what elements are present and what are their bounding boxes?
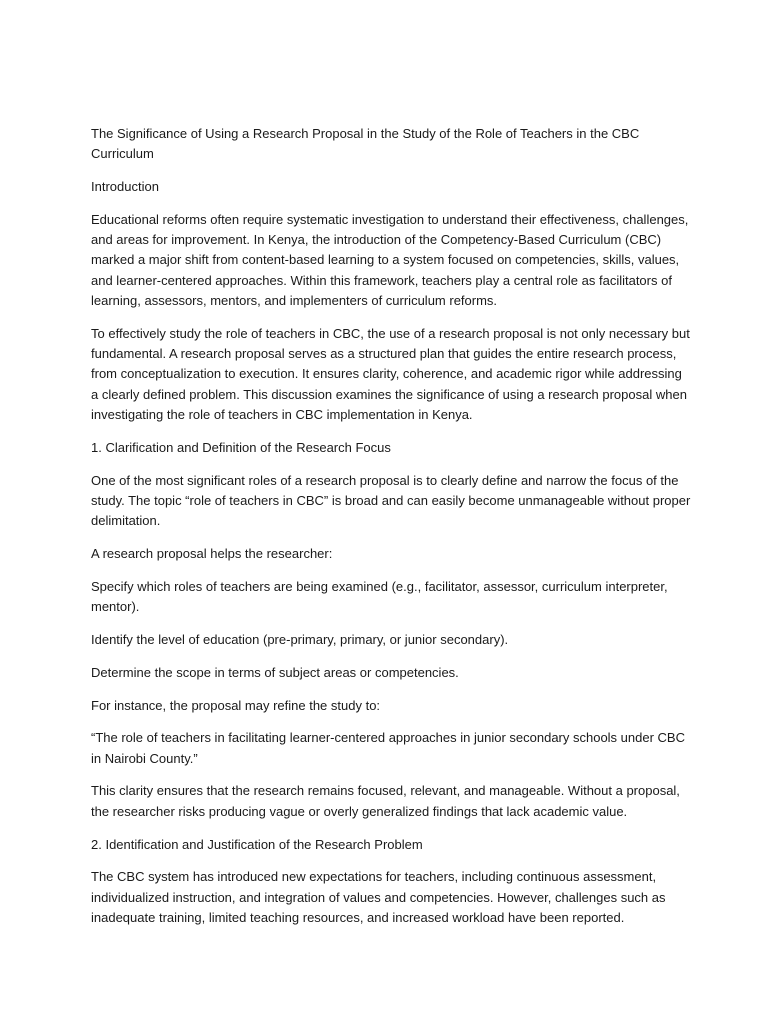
paragraph: To effectively study the role of teachers in CBC, the use of a research proposal is not only necessary but fundamental. A research proposal serves as a structured plan that guides the entire research process, from conceptualization to execution. It ensures clarity, coherence, and academic rigor while addressing a clearly defined problem. This discussion examines the significance of using a research proposal when investigating the role of teachers in CBC implementation in Kenya. [91, 325, 690, 423]
list-item: Identify the level of education (pre-primary, primary, or junior secondary). [91, 631, 509, 647]
paragraph: For instance, the proposal may refine the study to: [91, 697, 381, 713]
list-item: Determine the scope in terms of subject areas or competencies. [91, 664, 459, 680]
list-item: Specify which roles of teachers are being examined (e.g., facilitator, assessor, curriculum interpreter, mentor). [91, 578, 668, 615]
paragraph: This clarity ensures that the research remains focused, relevant, and manageable. Without a proposal, the researcher risks producing vague or overly generalized findings that lack academic value. [91, 783, 680, 819]
quote: “The role of teachers in facilitating learner-centered approaches in junior secondary schools under CBC in Nairobi County.” [91, 730, 685, 766]
paragraph: The CBC system has introduced new expectations for teachers, including continuous assessment, individualized instruction, and integration of values and competencies. However, challenges such as inadequate training, limited teaching resources, and increased workload have been reported. [91, 869, 666, 925]
paragraph: Educational reforms often require systematic investigation to understand their effectiveness, challenges, and areas for improvement. In Kenya, the introduction of the Competency-Based Curriculum (CBC) marked a major shift from content-based learning to a system focused on competencies, skills, values, and learner-centered approaches. Within this framework, teachers play a central role as facilitators of learning, assessors, mentors, and implementers of curriculum reforms. [91, 211, 689, 309]
section-heading-research-problem: 2. Identification and Justification of the Research Problem [91, 836, 423, 852]
paragraph: A research proposal helps the researcher: [91, 546, 333, 562]
document-title: The Significance of Using a Research Proposal in the Study of the Role of Teachers in the CBC Curriculum [91, 126, 640, 162]
section-heading-research-focus: 1. Clarification and Definition of the Research Focus [91, 439, 391, 455]
paragraph: One of the most significant roles of a research proposal is to clearly define and narrow the focus of the study. The topic “role of teachers in CBC” is broad and can easily become unmanageable without proper delimitation. [91, 472, 691, 529]
document-page [91, 124, 691, 941]
section-heading-introduction: Introduction [91, 179, 159, 195]
